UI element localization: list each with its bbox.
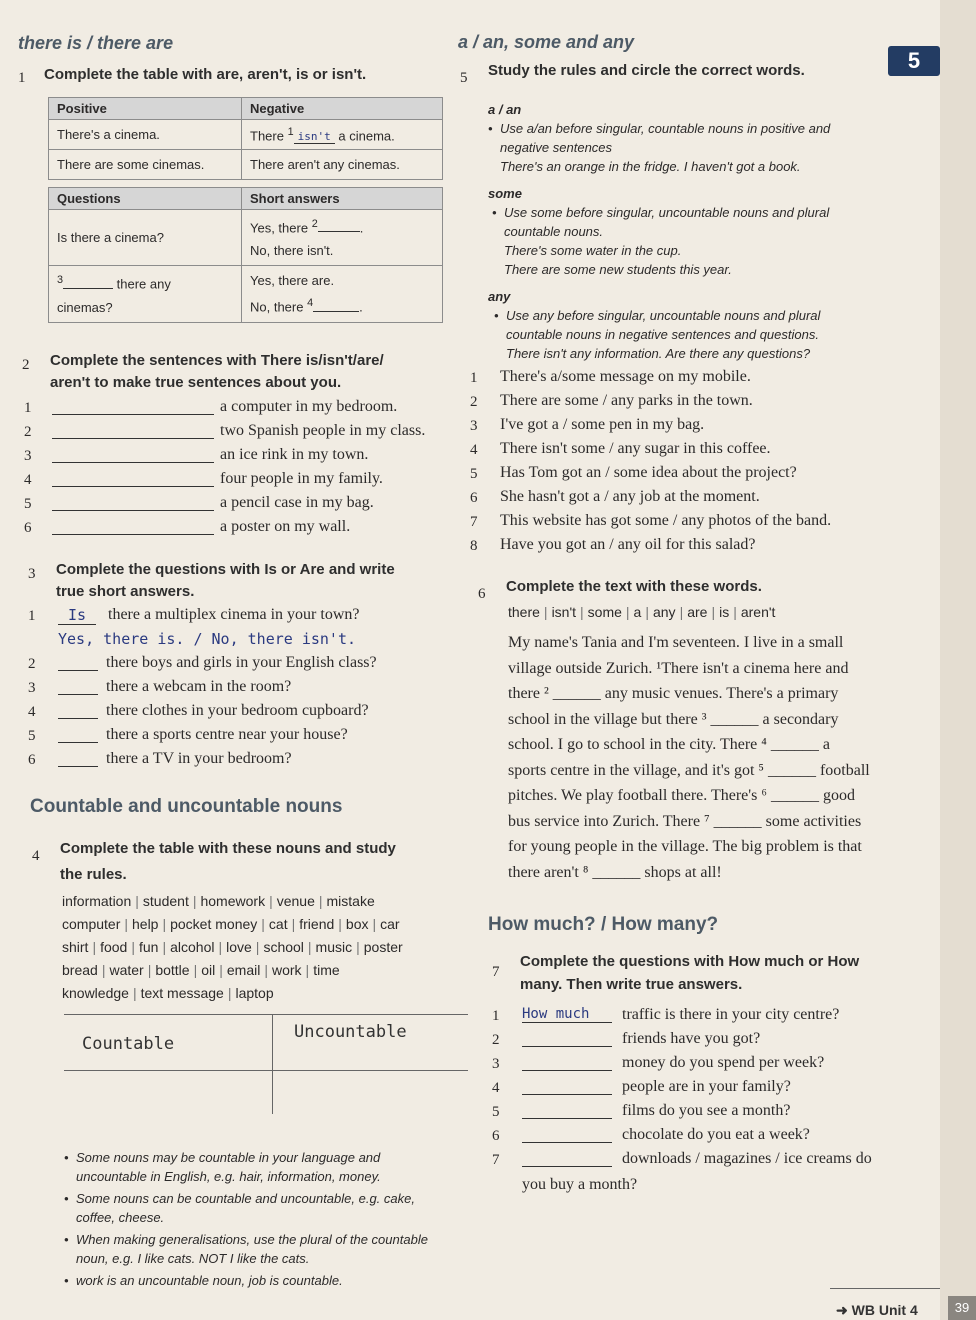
- ex6-number: 6: [478, 586, 486, 602]
- blank-number: 3: [57, 274, 64, 287]
- question-cell-1: Is there a cinema?: [49, 210, 242, 266]
- ex4-word-box: [62, 890, 482, 1005]
- text-line: there aren't ⁸ ______ shops at all!: [508, 863, 722, 881]
- item-number: 2: [470, 394, 478, 410]
- negative-cell-1-text: There: [250, 128, 284, 144]
- item-number: 8: [470, 538, 478, 554]
- ex3-number: 3: [28, 566, 36, 582]
- short-answers-header: Short answers: [242, 188, 443, 210]
- countable-column-header: Countable: [82, 1034, 175, 1054]
- item-number: 4: [492, 1080, 500, 1096]
- item-number: 3: [24, 448, 32, 464]
- answer-blank[interactable]: [58, 704, 98, 719]
- list-item: [28, 702, 468, 726]
- ex6-word-list: [508, 604, 775, 620]
- ex4-number: 4: [32, 848, 40, 864]
- footer-unit: [836, 1302, 918, 1319]
- item-number: 6: [470, 490, 478, 506]
- table-divider: [272, 1014, 273, 1114]
- list-item: [22, 518, 462, 542]
- short-answer-no-2: No, there: [250, 299, 304, 315]
- separator: |: [318, 893, 323, 909]
- answer-blank[interactable]: [522, 1104, 612, 1119]
- separator: |: [132, 985, 137, 1001]
- item-text: chocolate do you eat a week?: [622, 1126, 810, 1143]
- word-chip: fun: [138, 939, 159, 955]
- ex1-instruction: Complete the table with are, aren't, is or isn't.: [44, 66, 367, 83]
- item-number: 3: [492, 1056, 500, 1072]
- positive-header: Positive: [49, 98, 242, 120]
- separator: |: [645, 604, 649, 620]
- list-item-continued: [492, 1174, 912, 1198]
- separator: |: [264, 962, 268, 978]
- word-chip: bread: [62, 962, 98, 978]
- item-text[interactable]: There isn't some / any sugar in this coffee.: [500, 440, 771, 457]
- list-item: [28, 678, 468, 702]
- negative-cell-1-end: a cinema.: [338, 128, 395, 144]
- item-text[interactable]: There's a/some message on my mobile.: [500, 368, 751, 385]
- rule-any-heading: any: [488, 289, 511, 304]
- item-number: 5: [492, 1104, 500, 1120]
- list-item: [492, 1150, 912, 1174]
- word-chip: aren't: [740, 604, 776, 620]
- item-text: films do you see a month?: [622, 1102, 791, 1119]
- word-chip: homework: [200, 893, 266, 909]
- word-chip: time: [313, 962, 340, 978]
- rule-3: • When making generalisations, use the plural of the countable noun, e.g. I like cats. NOT I like the cats.: [76, 1230, 436, 1268]
- item-text[interactable]: I've got a / some pen in my bag.: [500, 416, 705, 433]
- word-chip: isn't: [551, 604, 577, 620]
- list-item: [470, 512, 880, 536]
- item-number: 6: [28, 752, 36, 768]
- negative-cell-2: There aren't any cinemas.: [242, 150, 443, 180]
- word-chip: water: [109, 962, 144, 978]
- word-chip: there: [508, 604, 540, 620]
- ex1-table-top: [48, 97, 443, 180]
- item-text[interactable]: This website has got some / any photos of the band.: [500, 512, 832, 529]
- short-answer-yes: Yes, there: [250, 220, 309, 236]
- short-answer-cell-2: Yes, there are. No, there $^4$ .: [242, 266, 443, 322]
- ex2-list: [22, 398, 462, 542]
- item-text: there clothes in your bedroom cupboard?: [106, 702, 369, 719]
- word-chip: mistake: [326, 893, 375, 909]
- item-text: there a multiplex cinema in your town?: [108, 606, 360, 623]
- example-row: [28, 630, 468, 654]
- positive-cell-1: There's a cinema.: [49, 120, 242, 150]
- list-item: [28, 606, 468, 630]
- word-chip: food: [100, 939, 128, 955]
- word-chip: is: [719, 604, 730, 620]
- word-row: [62, 936, 482, 959]
- separator: |: [131, 939, 135, 955]
- list-item: [492, 1102, 912, 1126]
- ex7-instruction-2: many. Then write true answers.: [520, 976, 743, 993]
- short-answer-yes-2: Yes, there are.: [250, 273, 335, 289]
- question-cell-2: [49, 266, 242, 322]
- word-chip: help: [132, 916, 159, 932]
- word-chip: student: [142, 893, 189, 909]
- answer-blank[interactable]: [52, 424, 214, 439]
- word-row: [62, 959, 482, 982]
- blank-number: 4: [307, 297, 314, 310]
- text-line: sports centre in the village, and it's got ⁵ ______ football: [508, 761, 870, 779]
- separator: |: [356, 939, 360, 955]
- separator: |: [192, 893, 197, 909]
- item-text: there a webcam in the room?: [106, 678, 292, 695]
- item-text: two Spanish people in my class.: [220, 422, 426, 439]
- answer-blank[interactable]: [58, 728, 98, 743]
- text-line: there ² ______ any music venues. There's a primary: [508, 685, 839, 702]
- separator: |: [147, 962, 152, 978]
- item-text-continued: you buy a month?: [522, 1176, 638, 1193]
- separator: |: [193, 962, 198, 978]
- item-number: 5: [24, 496, 32, 512]
- word-chip: poster: [363, 939, 403, 955]
- answer-blank[interactable]: [52, 448, 214, 463]
- example-answer[interactable]: Is: [58, 606, 96, 625]
- list-item: [28, 726, 468, 750]
- item-text: there boys and girls in your English class?: [106, 654, 377, 671]
- list-item: [28, 654, 468, 678]
- list-item: [492, 1078, 912, 1102]
- rule-aan-text: • Use a/an before singular, countable nouns in positive and negative sentences: [500, 119, 858, 157]
- list-item: [470, 536, 880, 560]
- word-row: [62, 913, 482, 936]
- ex4-rules: [76, 1148, 436, 1290]
- blank-2[interactable]: [318, 217, 360, 232]
- answer-blank[interactable]: [52, 400, 214, 415]
- item-number: 6: [492, 1128, 500, 1144]
- text-line: school in the village but there ³ ______ a secondary: [508, 710, 839, 728]
- separator: |: [625, 604, 630, 620]
- word-rows: [62, 890, 482, 1005]
- how-title: How much? / How many?: [488, 914, 719, 935]
- rule-4: • work is an uncountable noun, job is countable.: [76, 1271, 436, 1290]
- word-chip: bottle: [155, 962, 190, 978]
- item-text: there a TV in your bedroom?: [106, 750, 292, 767]
- left-title: there is / there are: [18, 33, 174, 53]
- list-item: [22, 494, 462, 518]
- list-item: [22, 398, 462, 422]
- uncountable-column-header: Uncountable: [294, 1022, 407, 1042]
- separator: |: [679, 604, 684, 620]
- ex5-rules-box: [488, 100, 858, 363]
- item-number: 1: [492, 1008, 500, 1024]
- item-number: 3: [470, 418, 478, 434]
- word-chip: information: [62, 893, 132, 909]
- separator: |: [218, 939, 223, 955]
- ex7-instruction-1: Complete the questions with How much or How: [520, 953, 860, 970]
- word-chip: computer: [62, 916, 121, 932]
- answer-blank[interactable]: [58, 680, 98, 695]
- rule-any-example: There isn't any information. Are there any questions?: [506, 346, 811, 361]
- text-line: pitches. We play football there. There's ⁶ ______ good: [508, 787, 855, 804]
- item-text: a poster on my wall.: [220, 518, 351, 535]
- text-line: My name's Tania and I'm seventeen. I live in a small: [508, 634, 844, 651]
- rule-aan-heading: a / an: [488, 102, 522, 117]
- item-text: money do you spend per week?: [622, 1054, 825, 1071]
- separator: |: [255, 939, 260, 955]
- ex6-text: [508, 630, 908, 885]
- ex5-list: [470, 368, 880, 560]
- arrow-icon: ➜: [836, 1302, 848, 1318]
- list-item: [22, 422, 462, 446]
- word-chip: box: [345, 916, 369, 932]
- blank-3[interactable]: [63, 274, 113, 289]
- answer-blank[interactable]: [52, 496, 214, 511]
- answer-blank[interactable]: [522, 1032, 612, 1047]
- footer-unit-label: WB Unit 4: [851, 1302, 918, 1318]
- text-line: village outside Zurich. ¹There isn't a cinema here and: [508, 659, 849, 677]
- answer-blank[interactable]: [522, 1152, 612, 1167]
- item-text: people are in your family?: [622, 1078, 791, 1095]
- text-line: school. I go to school in the city. There ⁴ ______ a: [508, 736, 830, 753]
- rule-some-example-1: There's some water in the cup.: [504, 243, 682, 258]
- separator: |: [162, 939, 167, 955]
- list-item: [470, 464, 880, 488]
- separator: |: [733, 604, 737, 620]
- item-number: 1: [24, 400, 32, 416]
- separator: |: [162, 916, 167, 932]
- word-chip: cat: [268, 916, 288, 932]
- item-text: downloads / magazines / ice creams do: [622, 1150, 872, 1167]
- word-chip: love: [226, 939, 252, 955]
- negative-cell-1: [242, 120, 443, 150]
- item-number: 5: [28, 728, 36, 744]
- word-chip: oil: [201, 962, 216, 978]
- answer-blank[interactable]: [58, 656, 98, 671]
- item-text: a computer in my bedroom.: [220, 398, 398, 415]
- word-row: [62, 890, 482, 913]
- word-chip: laptop: [235, 985, 274, 1001]
- list-item: [470, 416, 880, 440]
- list-item: [492, 1030, 912, 1054]
- separator: |: [269, 893, 273, 909]
- text-line: bus service into Zurich. There ⁷ ______ some activities: [508, 812, 862, 830]
- separator: |: [338, 916, 342, 932]
- ex7-list: [492, 1006, 912, 1198]
- word-chip: a: [633, 604, 642, 620]
- ex2-instruction-1: Complete the sentences with There is/isn't/are/: [50, 352, 384, 369]
- list-item: [470, 392, 880, 416]
- word-chip: text message: [140, 985, 224, 1001]
- separator: |: [307, 939, 312, 955]
- text-line: for young people in the village. The big problem is that: [508, 838, 862, 855]
- separator: |: [101, 962, 106, 978]
- blank-number: 2: [311, 218, 318, 230]
- table-row-line: [64, 1070, 468, 1071]
- word-chip: alcohol: [170, 939, 215, 955]
- word-chip: knowledge: [62, 985, 129, 1001]
- separator: |: [372, 916, 377, 932]
- ex6-instruction: Complete the text with these words.: [506, 578, 762, 595]
- word-chip: are: [687, 604, 708, 620]
- ex7-number: 7: [492, 964, 500, 980]
- page-number: 39: [948, 1296, 976, 1320]
- rule-some-text: • Use some before singular, uncountable nouns and plural countable nouns.: [504, 203, 858, 241]
- ex2-number: 2: [22, 357, 30, 373]
- separator: |: [227, 985, 232, 1001]
- negative-header: Negative: [242, 98, 443, 120]
- answer-blank[interactable]: [52, 472, 214, 487]
- item-text: traffic is there in your city centre?: [622, 1006, 840, 1023]
- answer-blank[interactable]: [58, 752, 98, 767]
- ex4-instruction-2: the rules.: [60, 866, 127, 883]
- blank-1-answer[interactable]: isn't: [294, 130, 335, 144]
- ex2-instruction-2: aren't to make true sentences about you.: [50, 374, 342, 391]
- item-text: an ice rink in my town.: [220, 446, 369, 463]
- ex1-number: 1: [18, 70, 26, 86]
- rule-any-text: • Use any before singular, uncountable nouns and plural countable nouns in negative sentences and questions.: [506, 306, 858, 344]
- page-edge: [940, 0, 976, 1320]
- word-chip: some: [587, 604, 622, 620]
- list-item: [492, 1054, 912, 1078]
- list-item: [22, 470, 462, 494]
- list-item: [470, 488, 880, 512]
- word-chip: pocket money: [170, 916, 258, 932]
- example-handwritten-answer: Yes, there is. / No, there isn't.: [58, 630, 357, 648]
- blank-number: 1: [287, 125, 294, 138]
- item-number: 3: [28, 680, 36, 696]
- example-answer[interactable]: How much: [522, 1006, 612, 1023]
- separator: |: [261, 916, 265, 932]
- separator: |: [291, 916, 296, 932]
- questions-header: Questions: [49, 188, 242, 210]
- answer-blank[interactable]: [522, 1056, 612, 1071]
- ex3-list: [28, 606, 468, 774]
- question-2-text: there any: [116, 276, 171, 292]
- word-chip: work: [271, 962, 302, 978]
- list-item: [470, 440, 880, 464]
- short-answer-no: No, there isn't.: [250, 243, 334, 259]
- answer-blank[interactable]: [52, 520, 214, 535]
- list-item: [492, 1006, 912, 1030]
- short-answer-cell-1: Yes, there $^2$ . No, there isn't.: [242, 210, 443, 266]
- word-chip: friend: [299, 916, 335, 932]
- separator: |: [580, 604, 584, 620]
- separator: |: [92, 939, 97, 955]
- item-text[interactable]: She hasn't got a / any job at the moment.: [500, 488, 760, 505]
- separator: |: [305, 962, 310, 978]
- ex5-instruction: Study the rules and circle the correct words.: [488, 62, 805, 79]
- item-number: 2: [28, 656, 36, 672]
- list-item: [28, 750, 468, 774]
- item-text: friends have you got?: [622, 1030, 761, 1047]
- rule-2: • Some nouns can be countable and uncountable, e.g. cake, coffee, cheese.: [76, 1189, 436, 1227]
- item-number: 7: [492, 1152, 500, 1168]
- ex5-number: 5: [460, 70, 468, 86]
- separator: |: [543, 604, 548, 620]
- answer-blank[interactable]: [522, 1128, 612, 1143]
- countable-title: Countable and uncountable nouns: [30, 796, 343, 817]
- item-number: 2: [492, 1032, 500, 1048]
- ex3-instruction-2: true short answers.: [56, 583, 195, 600]
- word-chip: school: [263, 939, 304, 955]
- footer-rule: [830, 1288, 940, 1289]
- positive-cell-2: There are some cinemas.: [49, 150, 242, 180]
- item-text: there a sports centre near your house?: [106, 726, 348, 743]
- item-number: 7: [470, 514, 478, 530]
- list-item: [470, 368, 880, 392]
- table-frame: [64, 1014, 468, 1115]
- ex4-table: [64, 1014, 468, 1114]
- rule-1: • Some nouns may be countable in your language and uncountable in English, e.g. hair, information, money.: [76, 1148, 436, 1186]
- separator: |: [124, 916, 128, 932]
- item-number: 4: [28, 704, 36, 720]
- item-number: 5: [470, 466, 478, 482]
- list-item: [492, 1126, 912, 1150]
- item-text[interactable]: There are some / any parks in the town.: [500, 392, 753, 409]
- item-text[interactable]: Has Tom got an / some idea about the project?: [500, 464, 797, 481]
- word-chip: any: [652, 604, 676, 620]
- unit-badge: 5: [888, 46, 940, 76]
- item-number: 1: [28, 608, 36, 624]
- separator: |: [135, 893, 139, 909]
- blank-4[interactable]: [313, 297, 359, 312]
- item-number: 4: [470, 442, 478, 458]
- word-chip: shirt: [62, 939, 89, 955]
- item-number: 6: [24, 520, 32, 536]
- item-number: 2: [24, 424, 32, 440]
- ex3-instruction-1: Complete the questions with Is or Are and write: [56, 561, 395, 578]
- answer-blank[interactable]: [522, 1080, 612, 1095]
- separator: |: [711, 604, 716, 620]
- ex4-instruction-1: Complete the table with these nouns and study: [60, 840, 396, 857]
- word-chip: music: [315, 939, 353, 955]
- ex1-table-bottom: [48, 187, 443, 323]
- word-chip: venue: [276, 893, 315, 909]
- word-row: [62, 982, 482, 1005]
- rule-some-example-2: There are some new students this year.: [504, 262, 732, 277]
- right-title: a / an, some and any: [458, 32, 635, 52]
- word-chip: email: [226, 962, 261, 978]
- item-text: four people in my family.: [220, 470, 383, 487]
- item-text: a pencil case in my bag.: [220, 494, 374, 511]
- item-number: 4: [24, 472, 32, 488]
- separator: |: [219, 962, 223, 978]
- rule-some-heading: some: [488, 186, 522, 201]
- item-number: 1: [470, 370, 478, 386]
- question-2-end: cinemas?: [57, 299, 113, 315]
- word-chip: car: [380, 916, 400, 932]
- item-text[interactable]: Have you got an / any oil for this salad?: [500, 536, 756, 553]
- rule-aan-example: There's an orange in the fridge. I haven't got a book.: [500, 159, 801, 174]
- list-item: [22, 446, 462, 470]
